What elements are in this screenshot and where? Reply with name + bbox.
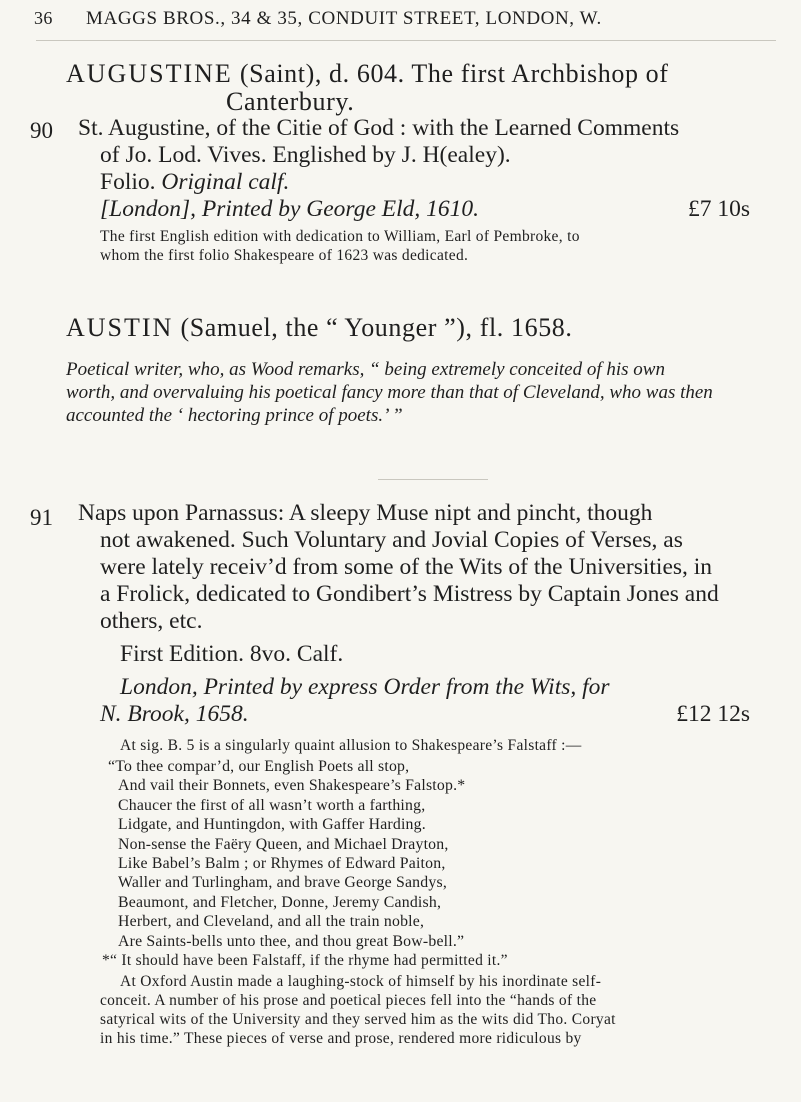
augustine-name: AUGUSTINE (66, 59, 233, 88)
lot-91-imprint-line1: London, Printed by express Order from the Wits, for (120, 674, 610, 700)
verse-line: Non-sense the Faëry Queen, and Michael Drayton, (118, 835, 449, 853)
lot-91-title-line4: a Frolick, dedicated to Gondibert’s Mistress by Captain Jones and (100, 581, 719, 607)
lot-91-note-intro: At sig. B. 5 is a singularly quaint allusion to Shakespeare’s Falstaff :— (120, 737, 582, 754)
lot-91-para-line4: in his time.” These pieces of verse and prose, rendered more ridiculous by (100, 1030, 582, 1048)
lot-90-number: 90 (30, 118, 53, 143)
header-rule (36, 40, 776, 41)
verse-line: Are Saints-bells unto thee, and thou great Bow-bell.” (118, 932, 465, 950)
running-header (34, 8, 774, 38)
verse-quotation (78, 757, 778, 951)
publisher-address: MAGGS BROS., 34 & 35, CONDUIT STREET, LONDON, W. (86, 8, 602, 29)
austin-heading-rest: (Samuel, the “ Younger ”), fl. 1658. (180, 313, 573, 342)
verse-line: “To thee compar’d, our English Poets all stop, (108, 758, 410, 775)
verse-line: And vail their Bonnets, even Shakespeare’s Falstop.* (118, 777, 466, 795)
lot-91-title-line2: not awakened. Such Voluntary and Jovial Copies of Verses, as (100, 527, 683, 553)
austin-biography (66, 358, 781, 427)
verse-line: Herbert, and Cleveland, and all the train noble, (118, 913, 425, 931)
lot-90-entry (78, 115, 778, 265)
augustine-heading-line2: Canterbury. (226, 87, 355, 116)
lot-91-para-line1: At Oxford Austin made a laughing-stock of himself by his inordinate self- (120, 973, 602, 991)
lot-91-para-line2: conceit. A number of his prose and poetical pieces fell into the “hands of the (100, 992, 597, 1010)
lot-91-para-line3: satyrical wits of the University and they served him as the wits did Tho. Coryat (100, 1011, 616, 1029)
verse-line: Like Babel’s Balm ; or Rhymes of Edward Paiton, (118, 855, 446, 873)
lot-91-footnote: *“ It should have been Falstaff, if the rhyme had permitted it.” (102, 952, 508, 970)
lot-91-title-line3: were lately receiv’d from some of the Wits of the Universities, in (100, 554, 713, 580)
lot-90-note-line2: whom the first folio Shakespeare of 1623 was dedicated. (100, 247, 469, 264)
augustine-heading-rest: (Saint), d. 604. The first Archbishop of (239, 59, 669, 88)
lot-90-note-line1: The first English edition with dedication to William, Earl of Pembroke, to (100, 228, 580, 245)
lot-90-binding: Original calf. (161, 169, 290, 195)
section-rule (378, 479, 488, 480)
lot-90-title-line2: of Jo. Lod. Vives. Englished by J. H(ealey). (100, 142, 511, 168)
verse-line: Lidgate, and Huntingdon, with Gaffer Harding. (118, 816, 426, 834)
lot-90-format: Folio. (100, 169, 156, 195)
lot-90-price: £7 10s (687, 196, 750, 222)
lot-91-number: 91 (30, 505, 53, 530)
lot-91-imprint-line2: N. Brook, 1658. (100, 701, 249, 727)
lot-91-edition: First Edition. 8vo. Calf. (120, 641, 344, 667)
austin-heading (66, 314, 776, 342)
verse-line: Beaumont, and Fletcher, Donne, Jeremy Candish, (118, 893, 442, 911)
austin-bio-line1: Poetical writer, who, as Wood remarks, “ being extremely conceited of his own (66, 359, 665, 380)
augustine-heading (66, 60, 776, 116)
lot-90-imprint: [London], Printed by George Eld, 1610. (100, 196, 480, 222)
lot-91-entry (78, 500, 778, 1048)
lot-91-title-line1: Naps upon Parnassus: A sleepy Muse nipt and pincht, though (78, 500, 653, 526)
austin-bio-line3: accounted the ‘ hectoring prince of poets.’ ” (66, 405, 403, 426)
verse-line: Chaucer the first of all wasn’t worth a farthing, (118, 796, 426, 814)
lot-91-title-line5: others, etc. (100, 608, 203, 634)
austin-name: AUSTIN (66, 313, 174, 342)
page-number: 36 (34, 8, 53, 28)
verse-line: Waller and Turlingham, and brave George Sandys, (118, 874, 447, 892)
lot-91-price: £12 12s (676, 701, 750, 727)
austin-bio-line2: worth, and overvaluing his poetical fancy more than that of Cleveland, who was then (66, 382, 713, 403)
lot-90-title-line1: St. Augustine, of the Citie of God : with the Learned Comments (78, 115, 680, 141)
